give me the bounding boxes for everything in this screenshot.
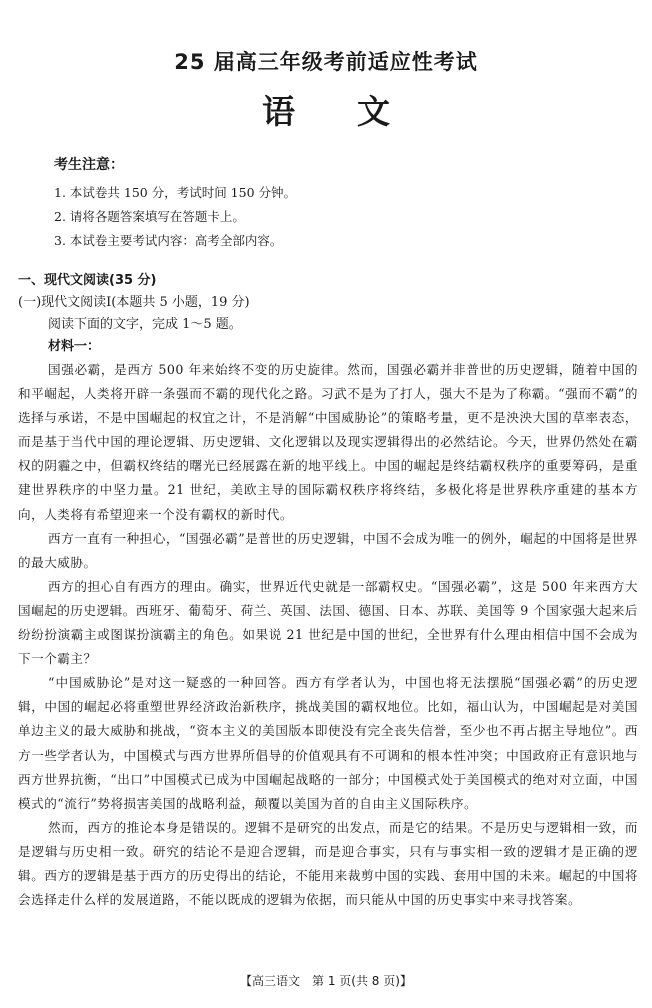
notice-item: 1. 本试卷共 150 分，考试时间 150 分钟。 <box>54 185 297 200</box>
notice-heading: 考生注意： <box>54 157 124 173</box>
passage-paragraph: 国强必霸，是西方 500 年来始终不变的历史旋律。然而，国强必霸并非普世的历史逻辑，随着中国的和平崛起，人类将开辟一条强而不霸的现代化之路。习武不是为了打人，强大不是为了称霸。“强而不霸”的选择与承诺，不是中国崛起的权宜之计，不是消解“中国威胁论”的策略考量，更不是泱泱大国的草率表态，而是基于当代中国的理论逻辑、历史逻辑、文化逻辑以及现实逻辑得出的必然结论。今天，世界仍然处在霸权的阴霾之中，但霸权终结的曙光已经展露在新的地平线上。中国的崛起是终结霸权秩序的重要筹码，是重建世界秩序的中坚力量。21 世纪，美欧主导的国际霸权秩序将终结，多极化将是世界秩序重建的基本方向，人类将有希望迎来一个没有霸权的新时代。 <box>18 362 638 522</box>
material-label: 材料一： <box>48 339 101 354</box>
sub-section-heading: (一)现代文阅读Ⅰ(本题共 5 小题，19 分) <box>18 295 250 310</box>
passage-paragraph: 西方的担心自有西方的理由。确实，世界近代史就是一部霸权史。“国强必霸”，这是 500 年来西方大国崛起的历史逻辑。西班牙、葡萄牙、荷兰、英国、法国、德国、日本、苏联、美国等 9 个国家强大起来后纷纷扮演霸主或图谋扮演霸主的角色。如果说 21 世纪是中国的世纪，全世界有什么理由相信中国不会成为下一个霸主？ <box>18 578 638 667</box>
reading-section <box>18 270 638 912</box>
notice-item: 3. 本试卷主要考试内容：高考全部内容。 <box>54 233 283 248</box>
section-heading: 一、现代文阅读(35 分) <box>18 273 157 288</box>
passage-paragraph: 然而，西方的推论本身是错误的。逻辑不是研究的出发点，而是它的结果。不是历史与逻辑相一致，而是逻辑与历史相一致。研究的结论不是迎合逻辑，而是迎合事实，只有与事实相一致的逻辑才是正确的逻辑。西方的逻辑是基于西方的历史得出的结论，不能用来裁剪中国的实践、套用中国的未来。崛起的中国将会选择走什么样的发展道路，不能以既成的逻辑为依据，而只能从中国的历史事实中来寻找答案。 <box>18 819 638 908</box>
subject-title: 语文 <box>262 92 452 131</box>
exam-title: 25 届高三年级考前适应性考试 <box>174 50 478 74</box>
notice-item: 2. 请将各题答案填写在答题卡上。 <box>54 209 245 224</box>
passage-paragraph: “中国威胁论”是对这一疑惑的一种回答。西方有学者认为，中国也将无法摆脱“国强必霸”的历史逻辑，中国的崛起必将重塑世界经济政治新秩序，挑战美国的霸权地位。比如，福山认为，中国崛起是对美国单边主义的最大威胁和挑战，“资本主义的美国版本即使没有完全丧失信誉，至少也不再占据主导地位”。西方一些学者认为，中国模式与西方世界所倡导的价值观具有不可调和的根本性冲突；中国政府正有意识地与西方世界抗衡，“出口”中国模式已成为中国崛起战略的一部分；中国模式处于美国模式的绝对对立面，中国模式的“流行”势将损害美国的战略利益，颠覆以美国为首的自由主义国际秩序。 <box>18 675 638 811</box>
candidate-notice <box>54 154 614 253</box>
page-footer: 【高三语文 第 1 页(共 8 页)】 <box>240 974 412 988</box>
passage-paragraph: 西方一直有一种担心，“国强必霸”是普世的历史逻辑，中国不会成为唯一的例外，崛起的中国将是世界的最大威胁。 <box>18 530 639 570</box>
reading-instruction: 阅读下面的文字，完成 1～5 题。 <box>48 317 242 332</box>
